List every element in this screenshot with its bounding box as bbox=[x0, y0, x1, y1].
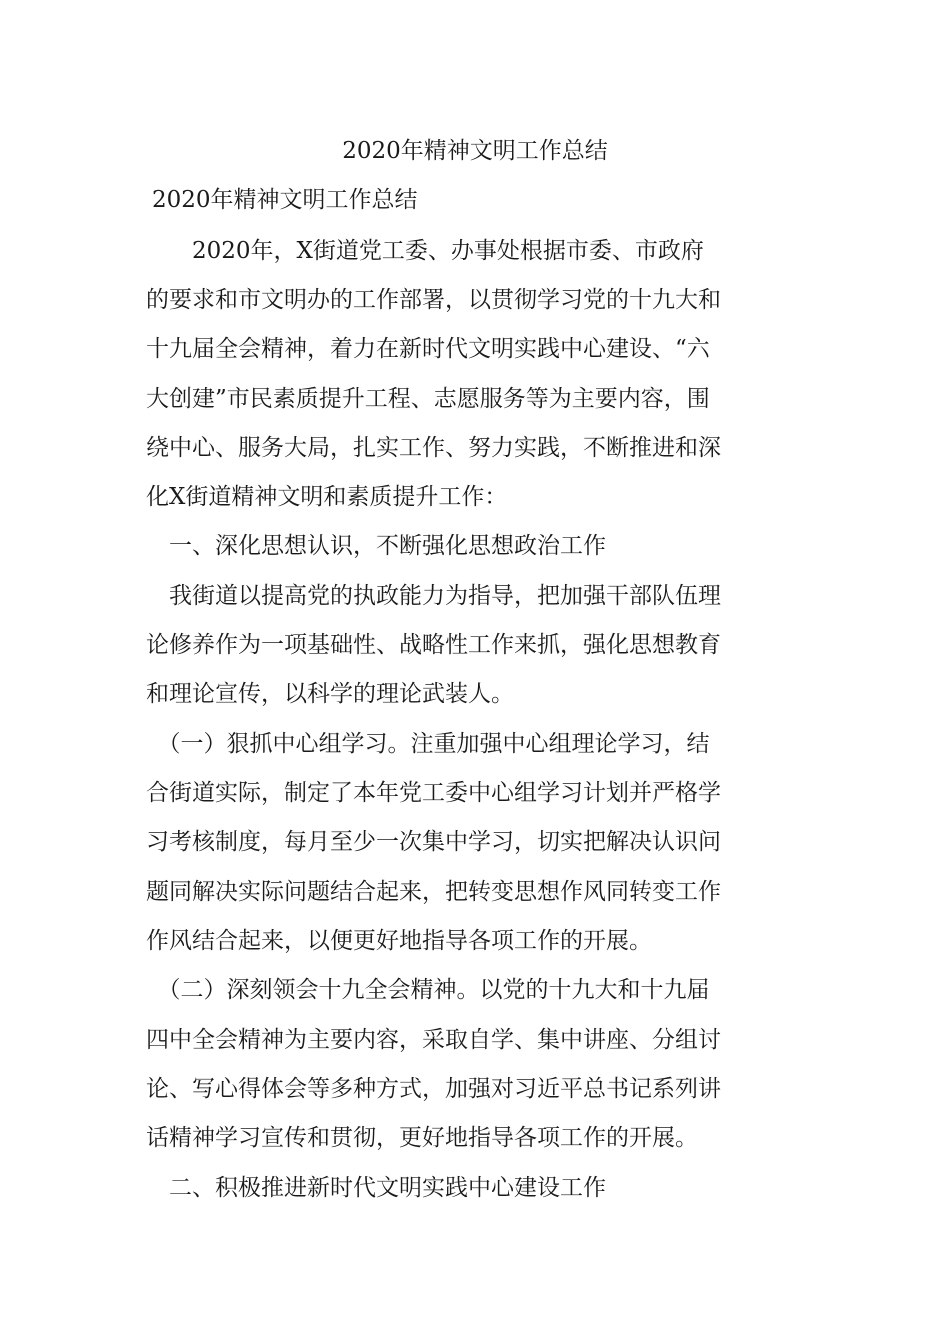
body-line: 化X街道精神文明和素质提升工作： bbox=[146, 484, 508, 510]
section-heading: 一、深化思想认识，不断强化思想政治工作 bbox=[146, 533, 606, 559]
body-line: 我街道以提高党的执政能力为指导，把加强干部队伍理 bbox=[146, 583, 721, 609]
body-line: （二）深刻领会十九全会精神。以党的十九大和十九届 bbox=[146, 977, 710, 1003]
body-line: 话精神学习宣传和贯彻，更好地指导各项工作的开展。 bbox=[146, 1125, 698, 1151]
body-line: 习考核制度，每月至少一次集中学习，切实把解决认识问 bbox=[146, 829, 721, 855]
body-line: 2020年，X街道党工委、办事处根据市委、市政府 bbox=[146, 238, 704, 264]
body-line: 四中全会精神为主要内容，采取自学、集中讲座、分组讨 bbox=[146, 1027, 721, 1053]
body-line: 作风结合起来，以便更好地指导各项工作的开展。 bbox=[146, 928, 652, 954]
body-line: （一）狠抓中心组学习。注重加强中心组理论学习，结 bbox=[146, 731, 710, 757]
body-line: 论、写心得体会等多种方式，加强对习近平总书记系列讲 bbox=[146, 1076, 721, 1102]
body-line: 论修养作为一项基础性、战略性工作来抓，强化思想教育 bbox=[146, 632, 721, 658]
body-line: 十九届全会精神，着力在新时代文明实践中心建设、“六 bbox=[146, 336, 710, 362]
body-line: 大创建”市民素质提升工程、志愿服务等为主要内容，围 bbox=[146, 386, 710, 412]
body-line: 题同解决实际问题结合起来，把转变思想作风同转变工作 bbox=[146, 879, 721, 905]
document-title: 2020年精神文明工作总结 bbox=[342, 138, 608, 164]
document-subtitle: 2020年精神文明工作总结 bbox=[152, 187, 418, 213]
body-line: 合街道实际，制定了本年党工委中心组学习计划并严格学 bbox=[146, 780, 721, 806]
body-line: 绕中心、服务大局，扎实工作、努力实践，不断推进和深 bbox=[146, 435, 721, 461]
body-line: 和理论宣传，以科学的理论武装人。 bbox=[146, 681, 514, 707]
section-heading: 二、积极推进新时代文明实践中心建设工作 bbox=[146, 1175, 606, 1201]
body-line: 的要求和市文明办的工作部署，以贯彻学习党的十九大和 bbox=[146, 287, 721, 313]
